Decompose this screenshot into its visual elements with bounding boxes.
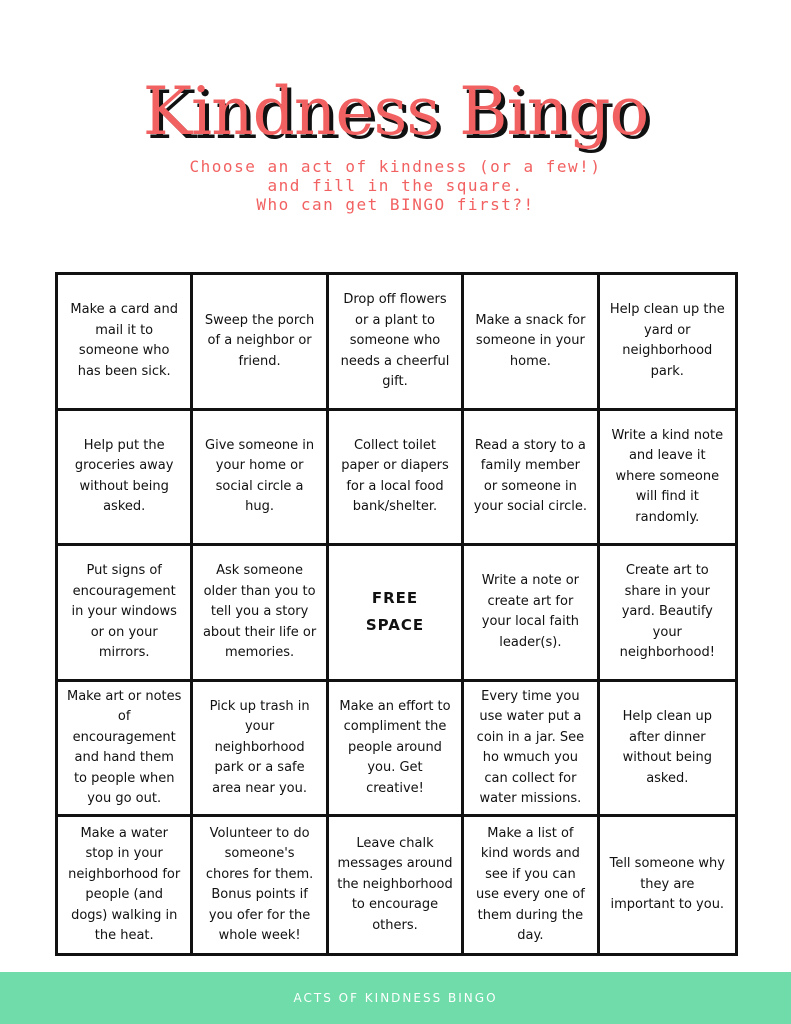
- bingo-square[interactable]: Give someone in your home or social circle a hug.: [193, 411, 328, 547]
- bingo-grid: [55, 272, 738, 956]
- bingo-square[interactable]: Collect toilet paper or diapers for a local food bank/shelter.: [329, 411, 464, 547]
- bingo-square[interactable]: Tell someone why they are important to you.: [609, 856, 725, 913]
- bingo-square[interactable]: Sweep the porch of a neighbor or friend.: [193, 275, 328, 411]
- bingo-square[interactable]: Help clean up after dinner without being asked.: [600, 682, 735, 818]
- bingo-square[interactable]: Ask someone older than you to tell you a story about their life or memories.: [193, 546, 328, 682]
- bingo-square[interactable]: Volunteer to do someone's chores for them. Bonus points if you ofer for the whole week!: [193, 817, 328, 953]
- free-space-label: FREE SPACE: [365, 589, 425, 635]
- bingo-square[interactable]: Every time you use water put a coin in a jar. See ho wmuch you can collect for water missions.: [464, 682, 599, 818]
- bingo-square[interactable]: Pick up trash in your neighborhood park or a safe area near you.: [193, 682, 328, 818]
- instructions-line-3: Who can get BINGO first?!: [256, 195, 535, 214]
- instructions-line-1: Choose an act of kindness (or a few!): [189, 157, 602, 176]
- bingo-square[interactable]: Make a card and mail it to someone who has been sick.: [58, 275, 193, 411]
- bingo-square[interactable]: Make a list of kind words and see if you can use every one of them during the day.: [464, 817, 599, 953]
- bingo-square[interactable]: Read a story to a family member or someone in your social circle.: [464, 411, 599, 547]
- bingo-square[interactable]: Put signs of encouragement in your windows or on your mirrors.: [58, 546, 193, 682]
- instructions-line-2: and fill in the square.: [267, 176, 524, 195]
- bingo-square[interactable]: Make a water stop in your neighborhood for people (and dogs) walking in the heat.: [58, 817, 193, 953]
- bingo-square[interactable]: Write a kind note and leave it where someone will find it randomly.: [600, 411, 735, 547]
- bingo-square[interactable]: Drop off flowers or a plant to someone who needs a cheerful gift.: [329, 275, 464, 411]
- bingo-square[interactable]: Help clean up the yard or neighborhood park.: [600, 275, 735, 411]
- bingo-square[interactable]: Make art or notes of encouragement and hand them to people when you go out.: [58, 682, 193, 818]
- free-space-square[interactable]: [329, 546, 464, 682]
- bingo-square[interactable]: Create art to share in your yard. Beautify your neighborhood!: [600, 546, 735, 682]
- bingo-square[interactable]: Make a snack for someone in your home.: [464, 275, 599, 411]
- footer-bar: [0, 972, 791, 1024]
- bingo-square[interactable]: Make an effort to compliment the people around you. Get creative!: [329, 682, 464, 818]
- footer-text: ACTS OF KINDNESS BINGO: [293, 991, 498, 1005]
- bingo-square[interactable]: Write a note or create art for your local faith leader(s).: [464, 546, 599, 682]
- instructions: [0, 157, 791, 214]
- bingo-square[interactable]: Help put the groceries away without being asked.: [58, 411, 193, 547]
- page-title: Kindness Bingo: [142, 73, 649, 150]
- bingo-square[interactable]: Leave chalk messages around the neighborhood to encourage others.: [329, 817, 464, 953]
